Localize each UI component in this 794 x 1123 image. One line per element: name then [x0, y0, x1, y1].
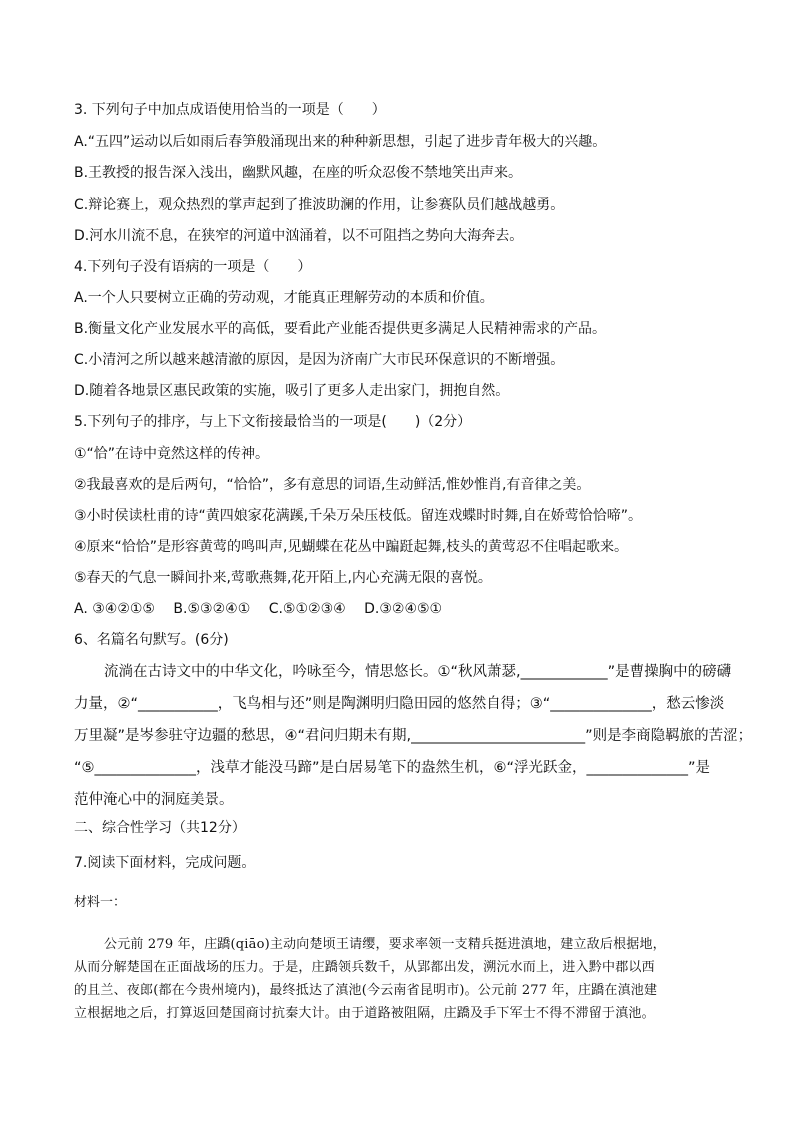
q5-sentence-1: ①“恰”在诗中竟然这样的传神。 — [74, 446, 270, 462]
material-1-line-2: 从而分解楚国在正面战场的压力。于是，庄蹻领兵数千，从郢都出发，溯沅水而上，进入黔中郡以西 — [74, 960, 655, 975]
q6-paragraph-line-5: 范仲淹心中的洞庭美景。 — [74, 792, 234, 808]
q5-sentence-2: ②我最喜欢的是后两句，“恰恰”，多有意思的词语,生动鲜活,惟妙惟肖,有音律之美。 — [74, 477, 591, 493]
q5-sentence-4: ④原来“恰恰”是形容黄莺的鸣叫声,见蝴蝶在花丛中蹁跹起舞,枝头的黄莺忍不住唱起歌来。 — [74, 539, 628, 555]
q4-option-b: B.衡量文化产业发展水平的高低，要看此产业能否提供更多满足人民精神需求的产品。 — [74, 321, 607, 337]
q4-option-d: D.随着各地景区惠民政策的实施，吸引了更多人走出家门，拥抱自然。 — [74, 383, 510, 399]
q6-paragraph-line-1: 流淌在古诗文中的中华文化，吟咏至今，情思悠长。①“秋风萧瑟,____________”是曹操胸中的磅礴 — [104, 664, 732, 680]
material-1-line-3: 的且兰、夜郎(都在今贵州境内)，最终抵达了滇池(今云南省昆明市)。公元前 277 年，庄蹻在滇池建 — [74, 983, 658, 998]
q4-stem: 4.下列句子没有语病的一项是（ ） — [74, 259, 312, 275]
q6-paragraph-line-3: 万里凝”是岑参驻守边疆的愁思，④“君问归期未有期,________________________”则是李商隐羁旅的苦涩； — [74, 728, 753, 744]
q4-option-c: C.小清河之所以越来越清澈的原因，是因为济南广大市民环保意识的不断增强。 — [74, 352, 565, 368]
q3-option-d: D.河水川流不息，在狭窄的河道中汹涌着，以不可阻挡之势向大海奔去。 — [74, 228, 524, 244]
q6-paragraph-line-2: 力量，②“___________，飞鸟相与还”则是陶渊明归隐田园的悠然自得；③“______________，愁云惨淡 — [74, 696, 725, 712]
q5-options: A. ③④②①⑤ B.⑤③②④① C.⑤①②③④ D.③②④⑤① — [74, 601, 443, 617]
q5-sentence-5: ⑤春天的气息一瞬间扑来,莺歌燕舞,花开陌上,内心充满无限的喜悦。 — [74, 570, 492, 586]
q5-sentence-3: ③小时侯读杜甫的诗“黄四娘家花满蹊,千朵万朵压枝低。留连戏蝶时时舞,自在娇莺恰恰啼”。 — [74, 508, 642, 524]
section-2-heading: 二、综合性学习（共12分） — [74, 820, 246, 836]
q4-option-a: A.一个人只要树立正确的劳动观，才能真正理解劳动的本质和价值。 — [74, 290, 494, 306]
q3-stem: 3. 下列句子中加点成语使用恰当的一项是（ ） — [74, 102, 386, 118]
material-1-line-4: 立根据地之后，打算返回楚国商讨抗秦大计。由于道路被阻隔，庄蹻及手下军士不得不滞留于滇池。 — [74, 1006, 655, 1021]
q5-stem: 5.下列句子的排序，与上下文衔接最恰当的一项是( )（2分） — [74, 414, 472, 430]
material-1-line-1: 公元前 279 年，庄蹻(qiāo)主动向楚顷王请缨，要求率领一支精兵挺进滇地，建立敌后根据地， — [104, 937, 666, 952]
q3-option-c: C.辩论赛上，观众热烈的掌声起到了推波助澜的作用，让参赛队员们越战越勇。 — [74, 197, 565, 213]
q7-stem: 7.阅读下面材料，完成问题。 — [74, 855, 256, 871]
q6-paragraph-line-4: “⑤______________，浅草才能没马蹄”是白居易笔下的盎然生机，⑥“浮光跃金，______________”是 — [74, 760, 711, 776]
q3-option-b: B.王教授的报告深入浅出，幽默风趣，在座的听众忍俊不禁地笑出声来。 — [74, 165, 523, 181]
q6-stem: 6、名篇名句默写。(6分) — [74, 632, 229, 648]
q3-option-a: A.“五四”运动以后如雨后春笋般涌现出来的种种新思想，引起了进步青年极大的兴趣。 — [74, 134, 607, 150]
material-1-title: 材料一： — [74, 895, 127, 910]
